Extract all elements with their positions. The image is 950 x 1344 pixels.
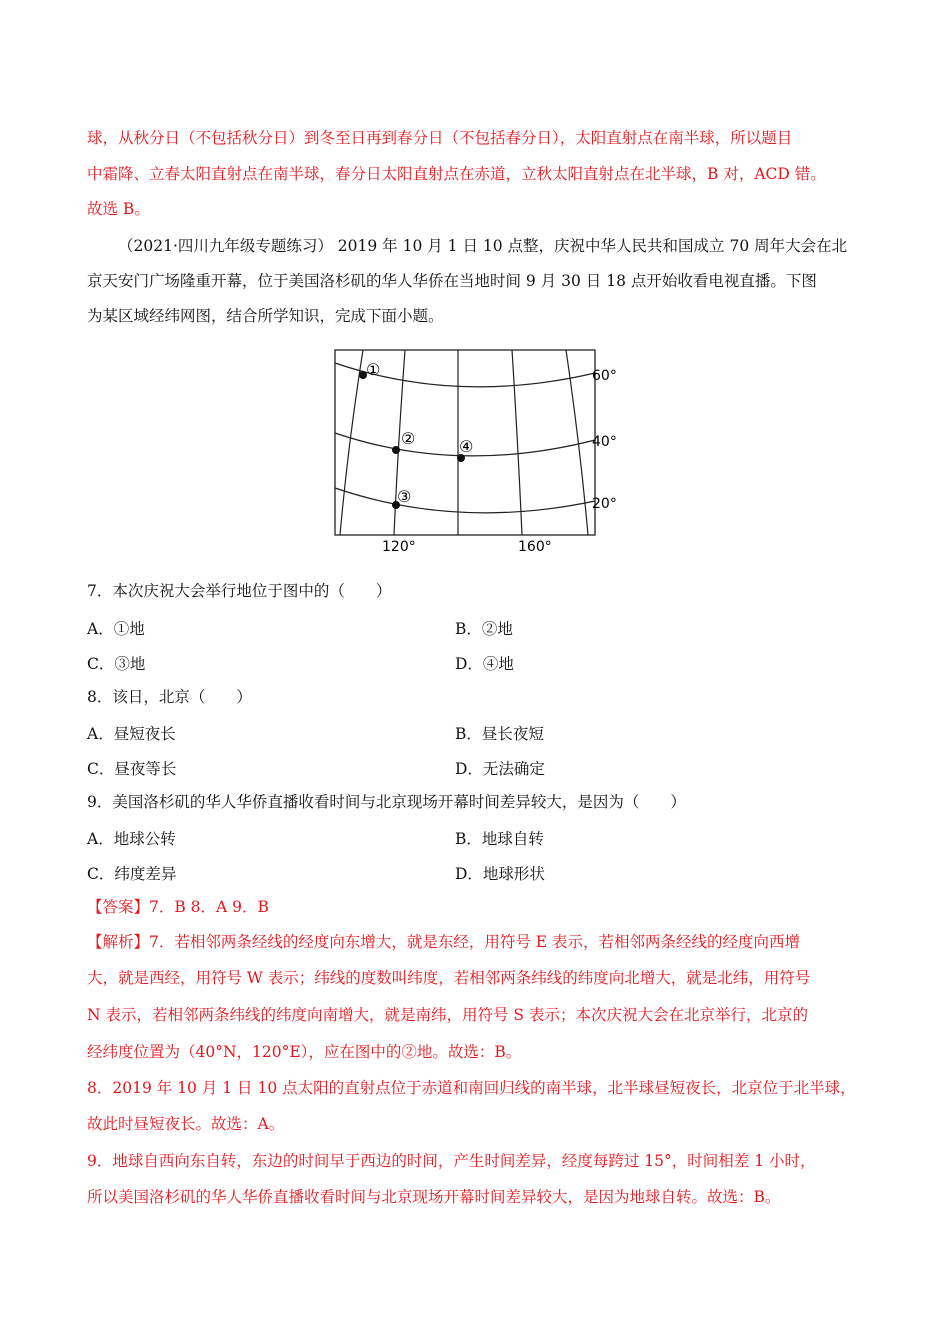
question-7-stem: 7．本次庆祝大会举行地位于图中的（ ） (87, 582, 392, 600)
q9-option-b: B．地球自转 (455, 830, 544, 848)
q8-option-b: B．昼长夜短 (455, 725, 544, 743)
q8-option-c: C．昼夜等长 (87, 760, 177, 778)
lat-label-40: 40° (592, 434, 617, 450)
explanation-line: 故选 B。 (87, 200, 150, 218)
q9-option-a: A．地球公转 (87, 830, 176, 848)
lat-label-20: 20° (592, 496, 617, 512)
point-4-label: ④ (459, 437, 474, 456)
graticule-map (330, 345, 620, 560)
intro-line: （2021·四川九年级专题练习） 2019 年 10 月 1 日 10 点整，庆祝中华人民共和国成立 70 周年大会在北 (118, 237, 848, 255)
question-8-stem: 8．该日，北京（ ） (87, 688, 252, 706)
analysis-line: 9．地球自西向东自转，东边的时间早于西边的时间，产生时间差异，经度每跨过 15°，时间相差 1 小时， (87, 1152, 816, 1170)
analysis-line: 大，就是西经，用符号 W 表示；纬线的度数叫纬度，若相邻两条纬线的纬度向北增大，就是北纬，用符号 (87, 969, 811, 987)
q9-option-c: C．纬度差异 (87, 865, 177, 883)
q9-option-d: D．地球形状 (455, 865, 545, 883)
intro-line: 京天安门广场隆重开幕，位于美国洛杉矶的华人华侨在当地时间 9 月 30 日 18 点开始收看电视直播。下图 (87, 272, 817, 290)
intro-line: 为某区域经纬网图，结合所学知识，完成下面小题。 (87, 307, 444, 325)
point-2 (392, 446, 400, 454)
lon-label-160: 160° (518, 539, 552, 555)
analysis-line: 8．2019 年 10 月 1 日 10 点太阳的直射点位于赤道和南回归线的南半球，北半球昼短夜长，北京位于北半球， (87, 1079, 856, 1097)
point-2-label: ② (401, 429, 416, 448)
question-9-stem: 9．美国洛杉矶的华人华侨直播收看时间与北京现场开幕时间差异较大，是因为（ ） (87, 793, 686, 811)
lon-label-120: 120° (382, 539, 416, 555)
point-3-label: ③ (397, 487, 412, 506)
q8-option-d: D．无法确定 (455, 760, 545, 778)
q7-option-d: D．④地 (455, 655, 514, 673)
lat-label-60: 60° (592, 368, 617, 384)
explanation-line: 球，从秋分日（不包括秋分日）到冬至日再到春分日（不包括春分日），太阳直射点在南半球，所以题目 (87, 129, 793, 147)
explanation-line: 中霜降、立春太阳直射点在南半球，春分日太阳直射点在赤道，立秋太阳直射点在北半球，B 对，ACD 错。 (87, 165, 826, 183)
q7-option-a: A．①地 (87, 620, 145, 638)
analysis-line: 经纬度位置为（40°N，120°E），应在图中的②地。故选：B。 (87, 1043, 522, 1061)
q7-option-b: B．②地 (455, 620, 513, 638)
analysis-line: 所以美国洛杉矶的华人华侨直播收看时间与北京现场开幕时间差异较大，是因为地球自转。故选：B。 (87, 1188, 781, 1206)
answer-line: 【答案】7．B 8．A 9．B (87, 898, 269, 916)
point-1-label: ① (366, 360, 381, 379)
analysis-line: N 表示，若相邻两条纬线的纬度向南增大，就是南纬，用符号 S 表示；本次庆祝大会在北京举行，北京的 (87, 1006, 808, 1024)
q8-option-a: A．昼短夜长 (87, 725, 176, 743)
analysis-line: 【解析】7．若相邻两条经线的经度向东增大，就是东经，用符号 E 表示，若相邻两条经线的经度向西增 (87, 933, 801, 951)
analysis-line: 故此时昼短夜长。故选：A。 (87, 1115, 285, 1133)
q7-option-c: C．③地 (87, 655, 146, 673)
